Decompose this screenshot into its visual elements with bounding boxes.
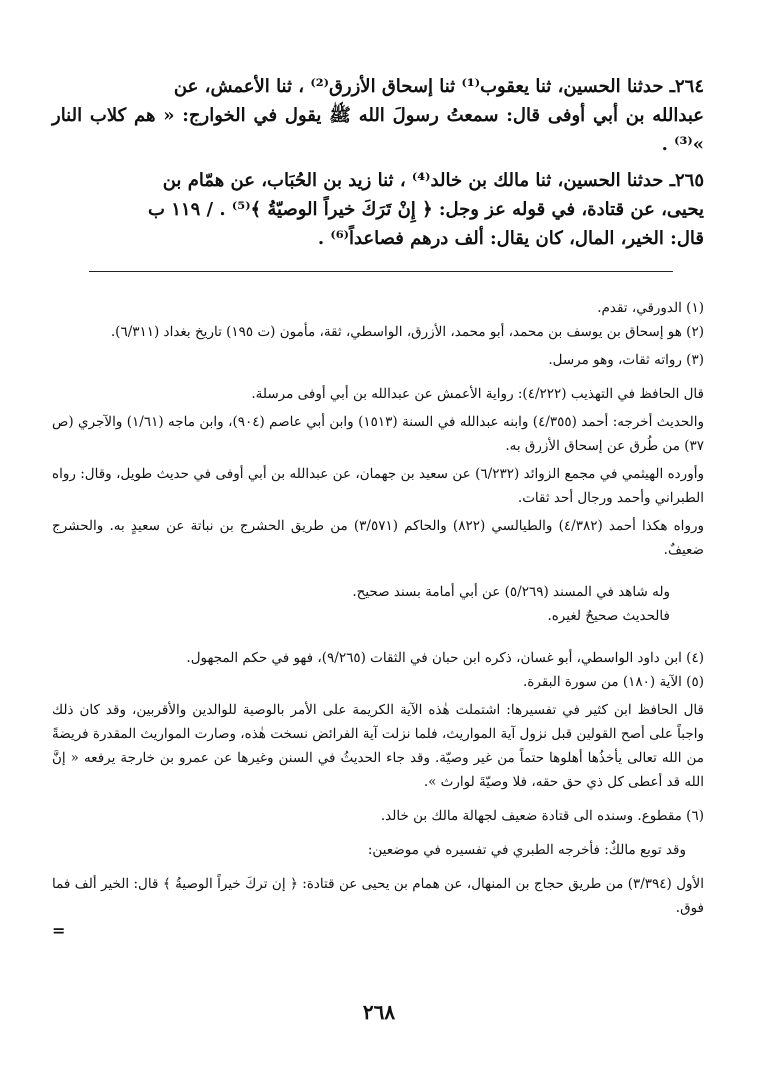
page-number: ٢٦٨ <box>362 1000 396 1024</box>
main-text <box>52 72 704 253</box>
hadith-265-line-3: قال: الخير، المال، كان يقال: ألف درهم فصاعداً⁽⁶⁾ . <box>317 228 704 249</box>
footnote-5-paragraph: قال الحافظ ابن كثير في تفسيرها: اشتملت هٰذه الآية الكريمة على الأمر بالوصية للوالدين والأقربين، وقد كان ذلك واجباً على أصح القولين قبل نزول آية المواريث، فلما نزلت آية الفرائض نسخت هٰذه، وصارت المواريث المقدرة فريضةً من الله تعالى يأخذُها أهلوها حتماً من غير وصيّة. وقد جاء الحديثُ في السنن وغيرها عن عمرو بن خارجة يرفعه « إنَّ الله قد أعطى كل ذي حق حقه، فلا وصيّةَ لوارث ». <box>52 702 704 790</box>
footnote-3-paragraph: وله شاهد في المسند (٥/٢٦٩) عن أبي أمامة بسند صحيح. <box>352 584 670 600</box>
footnote-6-paragraph: الأول (٣/٣٩٤) من طريق حجاج بن المنهال، عن همام بن يحيى عن قتادة: ﴿ إن تركَ خيراً الوصيةُ ﴾ قال: الخير ألف فما فوق. <box>52 876 704 916</box>
footnote-divider <box>89 271 673 272</box>
footnotes <box>52 296 704 944</box>
footnote-3-paragraph: ورواه هكذا أحمد (٤/٣٨٢) والطيالسي (٨٢٢) والحاكم (٣/٥٧١) من طريق الحشرج بن نباتة عن سعيدٍ به. والحشرج ضعيفٌ. <box>52 518 704 558</box>
footnote-3-paragraph: فالحديث صحيحٌ لغيره. <box>547 608 670 624</box>
hadith-264-line-2: عبدالله بن أبي أوفى قال: سمعتُ رسولَ الله ﷺ يقول في الخوارج: « هم كلاب النار »⁽³⁾ . <box>52 105 704 155</box>
footnote-1: (١) الدورقي، تقدم. <box>597 300 704 316</box>
footnote-4: (٤) ابن داود الواسطي، أبو غسان، ذكره ابن حبان في الثقات (٩/٢٦٥)، فهو في حكم المجهول. <box>186 650 704 666</box>
hadith-264-line-1: ٢٦٤ـ حدثنا الحسين، ثنا يعقوب⁽¹⁾ ثنا إسحاق الأزرق⁽²⁾ ، ثنا الأعمش، عن <box>173 76 704 97</box>
footnote-3: (٣) رواته ثقات، وهو مرسل. <box>548 352 704 368</box>
footnote-3-paragraph: قال الحافظ في التهذيب (٤/٢٢٢): رواية الأعمش عن عبدالله بن أبي أوفى مرسلة. <box>251 386 704 402</box>
hadith-265-line-1: ٢٦٥ـ حدثنا الحسين، ثنا مالك بن خالد⁽⁴⁾ ، ثنا زيد بن الحُبَاب، عن همّام بن <box>162 170 704 191</box>
hadith-265-line-2: يحيى، عن قتادة، في قوله عز وجل: ﴿ إِنْ تَرَكَ خيراً الوصيّةُ ﴾⁽⁵⁾ . / ١١٩ ب <box>148 199 704 220</box>
footnote-2: (٢) هو إسحاق بن يوسف بن محمد، أبو محمد، الأزرق، الواسطي، ثقة، مأمون (ت ١٩٥) تاريخ بغداد (٦/٣١١). <box>110 324 704 340</box>
footnote-3-paragraph: والحديث أخرجه: أحمد (٤/٣٥٥) وابنه عبدالله في السنة (١٥١٣) وابن أبي عاصم (٩٠٤)، وابن ماجه (١/٦١) والآجري (ص ٣٧) من طُرق عن إسحاق الأزرق به. <box>52 414 704 454</box>
footnote-6-paragraph: وقد توبع مالكٌ: فأخرجه الطبري في تفسيره في موضعين: <box>367 842 686 858</box>
continuation-mark: = <box>52 921 66 940</box>
footnote-5: (٥) الآية (١٨٠) من سورة البقرة. <box>523 674 704 690</box>
footnote-6: (٦) مقطوع. وسنده الى قتادة ضعيف لجهالة مالك بن خالد. <box>380 808 704 824</box>
footnote-3-paragraph: وأورده الهيثمي في مجمع الزوائد (٦/٢٣٢) عن سعيد بن جهمان، عن عبدالله بن أبي أوفى في حديث طويل، وقال: رواه الطبراني وأحمد ورجال أحد ثقات. <box>52 466 704 506</box>
